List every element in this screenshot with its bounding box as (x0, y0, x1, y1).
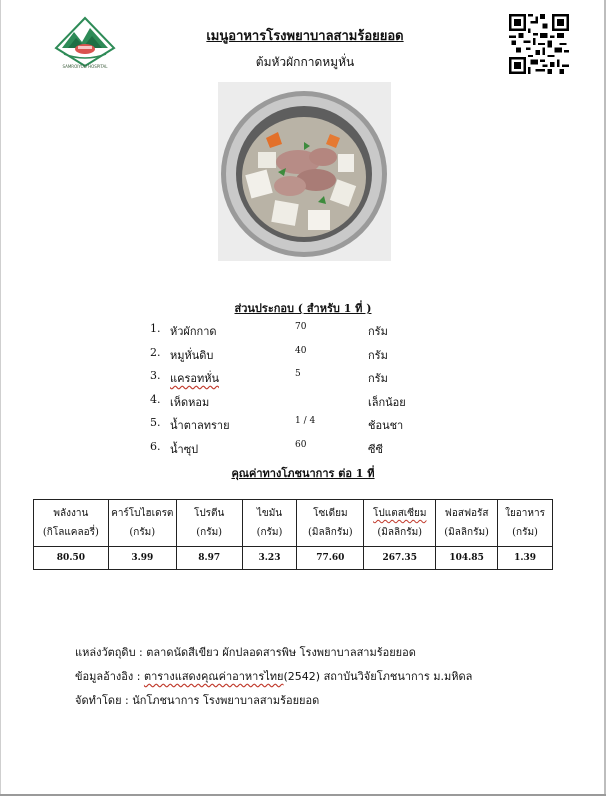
item-unit: เล็กน้อย (368, 395, 406, 409)
item-unit: กรัม (368, 348, 388, 362)
item-name: น้ำซุป (170, 442, 199, 456)
dish-photo (218, 82, 391, 261)
item-amount: 1 / 4 (295, 416, 316, 426)
table-row (34, 547, 553, 570)
item-name: หมูหั่นดิบ (170, 348, 214, 362)
reference-text: (2542) สถาบันวิจัยโภชนาการ ม.มหิดล (283, 670, 473, 683)
logo-caption: SAMROIYOD HOSPITAL (62, 64, 108, 69)
item-name: น้ำตาลทราย (170, 419, 230, 432)
ingredients-heading: ส่วนประกอบ ( สำหรับ 1 ที่ ) (234, 302, 372, 315)
table-cell: 8.97 (176, 547, 242, 570)
table-cell: 3.23 (242, 547, 297, 570)
table-cell: 80.50 (34, 547, 109, 570)
page-title: เมนูอาหารโรงพยาบาลสามร้อยยอด (206, 29, 404, 44)
item-number: 1. (150, 322, 161, 335)
item-number: 2. (150, 345, 161, 359)
ingredient-list (150, 318, 450, 459)
item-unit: ซีซี (368, 442, 383, 456)
nutrition-heading: คุณค่าทางโภชนาการ ต่อ 1 ที่ (231, 467, 375, 480)
reference-note (75, 667, 472, 685)
column-header: โซเดียม (มิลลิกรัม) (297, 500, 364, 547)
qr-code-icon[interactable] (509, 14, 569, 74)
table-cell: 77.60 (297, 547, 364, 570)
table-cell: 104.85 (436, 547, 498, 570)
column-header: โปรตีน (กรัม) (176, 500, 242, 547)
item-amount: 40 (295, 345, 307, 356)
author-text: นักโภชนาการ โรงพยาบาลสามร้อยยอด (132, 694, 320, 707)
author-note (75, 691, 319, 709)
item-unit: ช้อนชา (368, 419, 404, 432)
item-name: แครอทหั่น (170, 372, 219, 385)
dish-name: ต้มหัวผักกาดหมูหั่น (255, 55, 355, 69)
reference-link[interactable]: ตารางแสดงคุณค่าอาหารไทย (143, 670, 284, 683)
page-edge (0, 0, 1, 796)
item-name: เห็ดหอม (170, 395, 210, 409)
item-name: หัวผักกาด (170, 325, 217, 338)
source-text: ตลาดนัดสีเขียว ผักปลอดสารพิษ โรงพยาบาลสามร้อยยอด (146, 646, 416, 659)
list-item (150, 389, 450, 413)
item-amount: 5 (295, 369, 301, 379)
list-item (150, 342, 450, 366)
table-cell: 267.35 (364, 547, 436, 570)
list-item (150, 412, 450, 436)
table-cell: 3.99 (108, 547, 176, 570)
column-header: คาร์โบไฮเดรต (กรัม) (108, 500, 176, 547)
column-header: ฟอสฟอรัส (มิลลิกรัม) (436, 500, 498, 547)
item-number: 6. (150, 439, 161, 453)
source-label: แหล่งวัตถุดิบ : (75, 646, 143, 659)
column-header: พลังงาน (กิโลแคลอรี่) (34, 500, 109, 547)
item-amount: 60 (295, 439, 307, 450)
item-amount: 70 (295, 322, 307, 332)
item-unit: กรัม (368, 325, 388, 338)
list-item (150, 318, 450, 342)
list-item (150, 365, 450, 389)
item-number: 4. (150, 392, 161, 406)
table-header-row (34, 500, 553, 547)
list-item (150, 436, 450, 460)
item-number: 3. (150, 369, 161, 382)
column-header: ไขมัน (กรัม) (242, 500, 297, 547)
nutrition-table (33, 499, 553, 570)
author-label: จัดทำโดย : (75, 694, 129, 707)
column-header: ใยอาหาร (กรัม) (498, 500, 553, 547)
table-cell: 1.39 (498, 547, 553, 570)
column-header: โปแตสเซียม (มิลลิกรัม) (364, 500, 436, 547)
reference-label: ข้อมูลอ้างอิง : (75, 670, 141, 683)
source-note (75, 643, 416, 661)
item-number: 5. (150, 416, 161, 429)
item-unit: กรัม (368, 372, 388, 385)
